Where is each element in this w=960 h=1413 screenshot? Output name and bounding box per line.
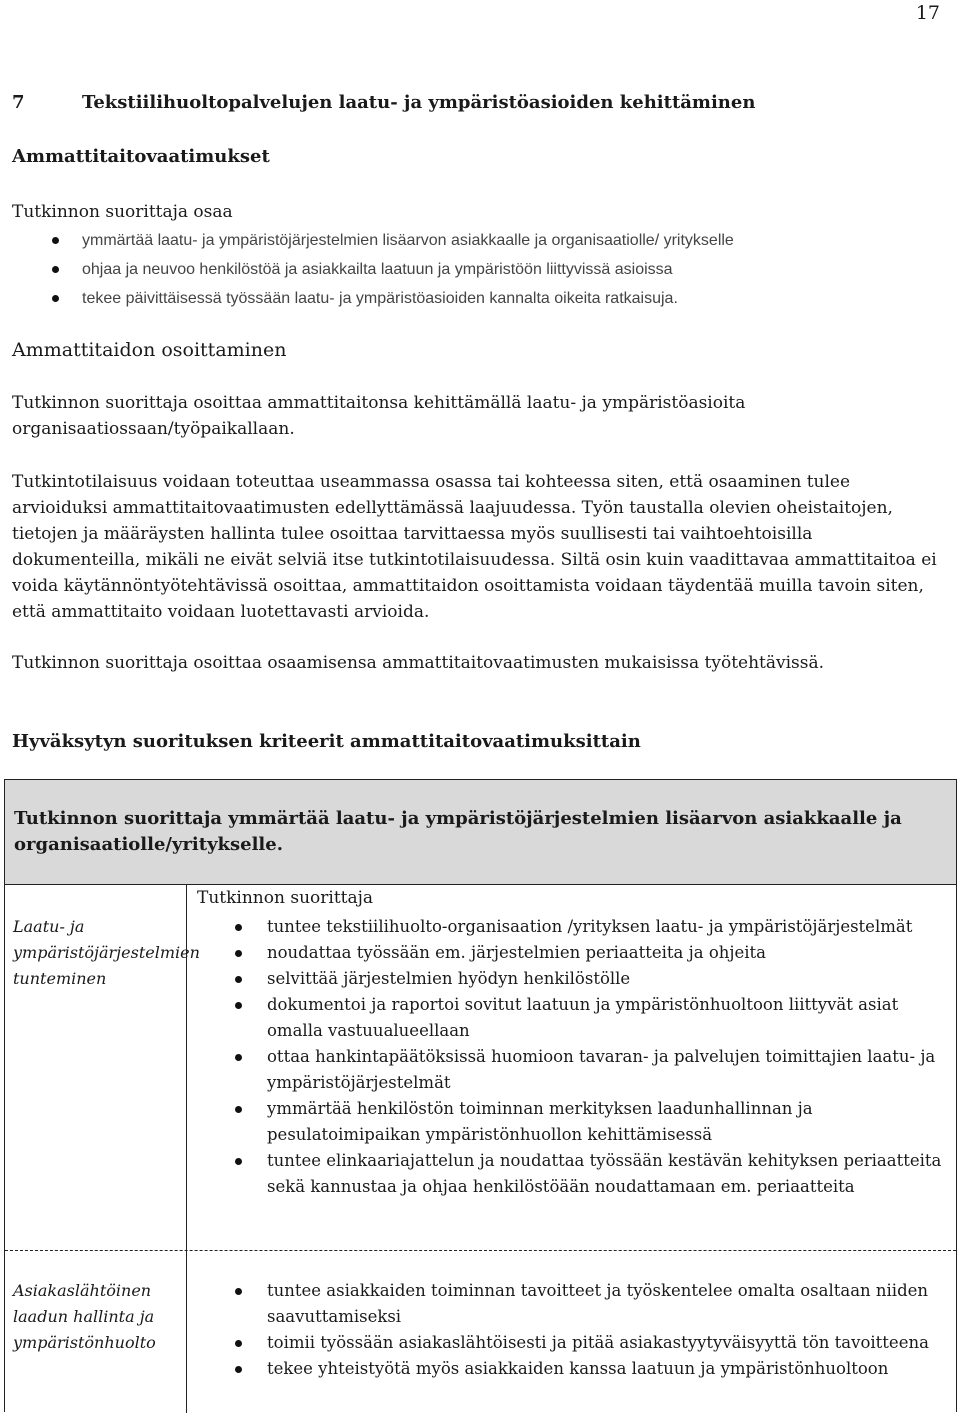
row-intro: Tutkinnon suorittaja: [197, 888, 374, 908]
demonstration-heading: Ammattitaidon osoittaminen: [12, 339, 287, 361]
column-divider: [186, 885, 187, 1413]
section-number: 7: [12, 92, 25, 113]
row-label-customer-oriented: Asiakaslähtöinen laadun hallinta ja ympäristönhuolto: [13, 1281, 156, 1352]
table-header-text: Tutkinnon suorittaja ymmärtää laatu- ja ympäristöjärjestelmien lisäarvon asiakkaalle ja organisaatiolle/yritykselle.: [14, 808, 902, 855]
requirements-list: [12, 226, 942, 313]
demonstration-paragraph-3: Tutkinnon suorittaja osoittaa osaamisensa ammattitaitovaatimusten mukaisissa työtehtävissä.: [12, 653, 825, 673]
list-item: dokumentoi ja raportoi sovitut laatuun ja ympäristönhuoltoon liittyvät asiat omalla vastuualueellaan: [197, 992, 957, 1044]
requirements-intro: Tutkinnon suorittaja osaa: [12, 202, 233, 222]
row-criteria-list: [197, 1278, 957, 1382]
demonstration-paragraph-1: Tutkinnon suorittaja osoittaa ammattitaitonsa kehittämällä laatu- ja ympäristöasioita organisaatiossaan/työpaikallaan.: [12, 393, 746, 439]
criteria-table: [4, 779, 957, 1412]
list-item: ymmärtää henkilöstön toiminnan merkityksen laadunhallinnan ja pesulatoimipaikan ympäristönhuollon kehittämisessä: [197, 1096, 957, 1148]
list-item: tuntee asiakkaiden toiminnan tavoitteet ja työskentelee omalta osaltaan niiden saavuttamiseksi: [197, 1278, 957, 1330]
table-header: [5, 780, 956, 885]
row-label-system-knowledge: Laatu- ja ympäristöjärjestelmien tunteminen: [13, 917, 200, 988]
list-item: ymmärtää laatu- ja ympäristöjärjestelmien lisäarvon asiakkaalle ja organisaatiolle/ yritykselle: [12, 226, 942, 255]
list-item: ottaa hankintapäätöksissä huomioon tavaran- ja palvelujen toimittajien laatu- ja ympäristöjärjestelmät: [197, 1044, 957, 1096]
row-criteria-list: [197, 914, 957, 1200]
section-title: Tekstiilihuoltopalvelujen laatu- ja ympäristöasioiden kehittäminen: [82, 92, 756, 113]
row-divider: [5, 1250, 956, 1251]
list-item: tuntee tekstiilihuolto-organisaation /yrityksen laatu- ja ympäristöjärjestelmät: [197, 914, 957, 940]
list-item: ohjaa ja neuvoo henkilöstöä ja asiakkailta laatuun ja ympäristöön liittyvissä asioissa: [12, 255, 942, 284]
list-item: tekee yhteistyötä myös asiakkaiden kanssa laatuun ja ympäristönhuoltoon: [197, 1356, 957, 1382]
requirements-heading: Ammattitaitovaatimukset: [12, 146, 270, 167]
criteria-heading: Hyväksytyn suorituksen kriteerit ammattitaitovaatimuksittain: [12, 731, 641, 752]
list-item: toimii työssään asiakaslähtöisesti ja pitää asiakastyytyväisyyttä tön tavoitteena: [197, 1330, 957, 1356]
list-item: selvittää järjestelmien hyödyn henkilöstölle: [197, 966, 957, 992]
demonstration-paragraph-2: Tutkintotilaisuus voidaan toteuttaa useammassa osassa tai kohteessa siten, että osaaminen tulee arvioiduksi ammattitaitovaatimusten edellyttämässä laajuudessa. Työn taustalla olevien oheistaitojen, tietojen ja määräysten hallinta tulee osoittaa tarvittaessa myös suullisesti tai vaihtoehtoisilla dokumenteilla, mikäli ne eivät selviä itse tutkintotilaisuudessa. Siltä osin kuin vaadittavaa ammattitaitoa ei voida käytännöntyötehtävissä osoittaa, ammattitaidon osoittamista voidaan täydentää muilla tavoin siten, että ammattitaito voidaan luotettavasti arvioida.: [12, 472, 937, 622]
list-item: noudattaa työssään em. järjestelmien periaatteita ja ohjeita: [197, 940, 957, 966]
list-item: tuntee elinkaariajattelun ja noudattaa työssään kestävän kehityksen periaatteita sekä kannustaa ja ohjaa henkilöstöään noudattamaan em. periaatteita: [197, 1148, 957, 1200]
list-item: tekee päivittäisessä työssään laatu- ja ympäristöasioiden kannalta oikeita ratkaisuja.: [12, 284, 942, 313]
section-heading: [12, 92, 755, 113]
page-number: 17: [915, 2, 940, 24]
